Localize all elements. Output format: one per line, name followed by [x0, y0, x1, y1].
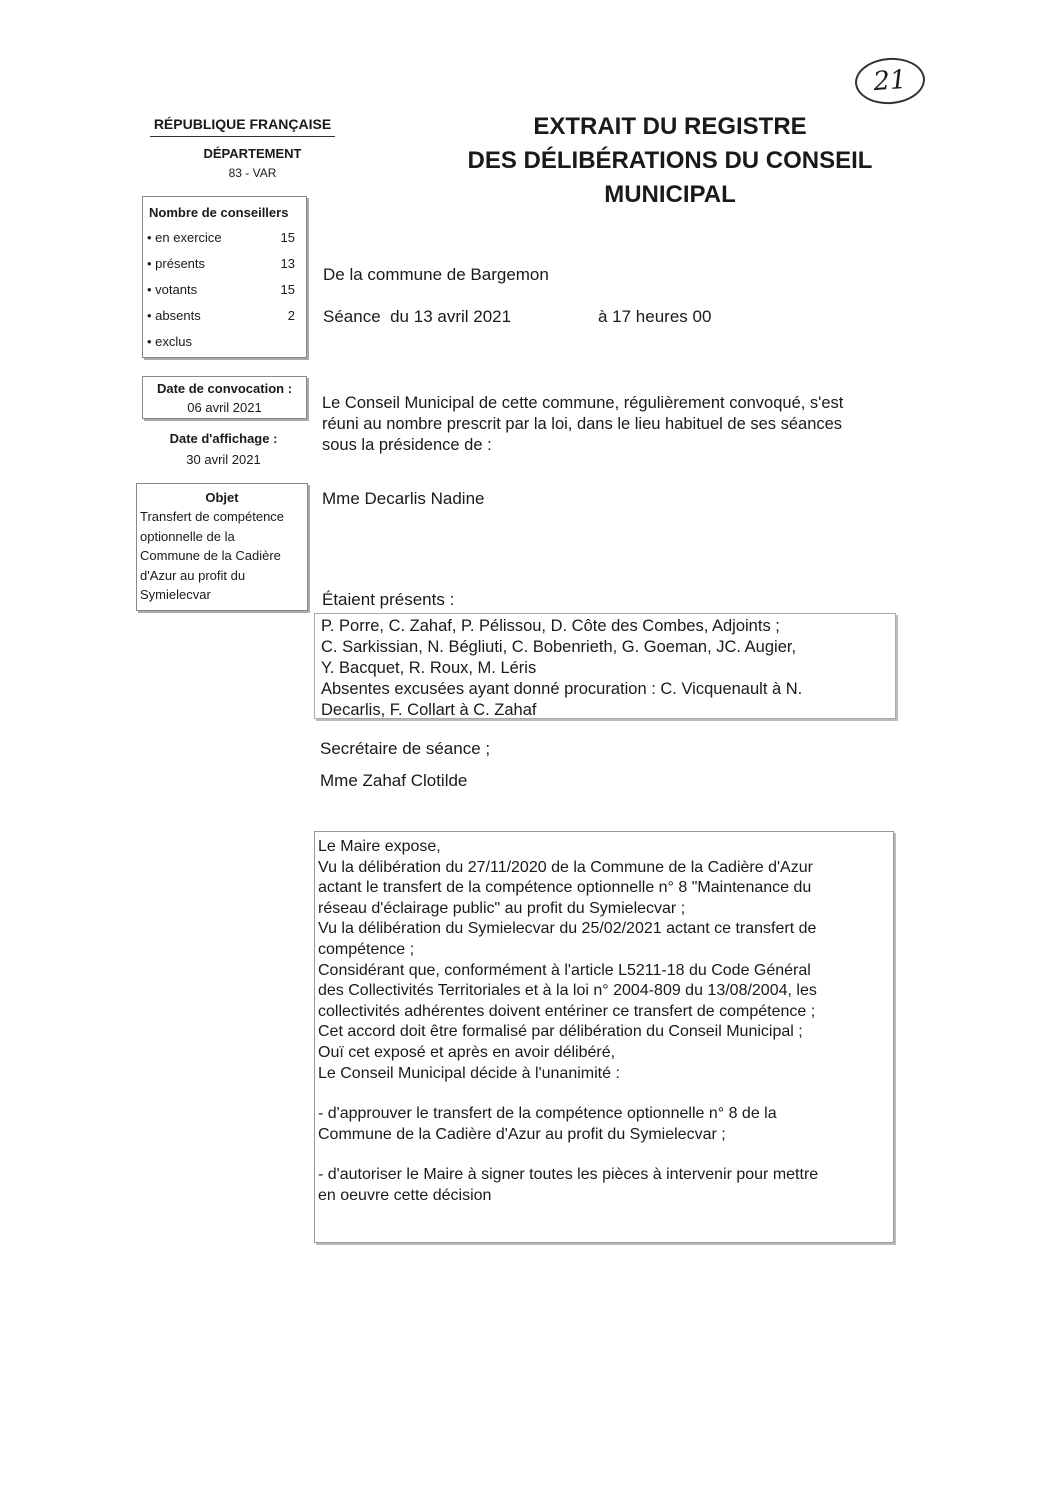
conseillers-row: [147, 334, 297, 349]
expose-line: collectivités adhérentes doivent entériner ce transfert de compétence ;: [318, 1002, 816, 1020]
objet-box: [136, 483, 308, 611]
conseillers-heading: Nombre de conseillers: [149, 205, 289, 220]
conseillers-row: [147, 308, 297, 323]
convocation-label: Date de convocation :: [156, 381, 293, 396]
decision-approuver: [318, 1104, 893, 1145]
expose-line: Vu la délibération du 27/11/2020 de la Commune de la Cadière d'Azur: [318, 858, 813, 876]
decision-line: - d'approuver le transfert de la compétence optionnelle n° 8 de la: [318, 1105, 777, 1123]
decision-autoriser: [318, 1165, 893, 1206]
objet-line: Transfert de compétence: [140, 509, 285, 524]
convocation-date: 06 avril 2021: [187, 400, 262, 415]
decision-line: - d'autoriser le Maire à signer toutes les pièces à intervenir pour mettre: [318, 1166, 819, 1184]
expose-line: Vu la délibération du Symielecvar du 25/02/2021 actant ce transfert de: [318, 920, 817, 938]
row-value: 15: [280, 282, 295, 297]
republique-francaise: RÉPUBLIQUE FRANÇAISE: [150, 116, 335, 137]
presents-line: P. Porre, C. Zahaf, P. Pélissou, D. Côte des Combes, Adjoints ;: [321, 617, 780, 635]
affichage-label: Date d'affichage :: [169, 431, 278, 446]
seance-date: Séance du 13 avril 2021: [323, 307, 512, 326]
expose-line: Considérant que, conformément à l'article L5211-18 du Code Général: [318, 961, 811, 979]
expose-line: réseau d'éclairage public" au profit du Symielecvar ;: [318, 899, 686, 917]
presents-box: [314, 613, 896, 719]
departement-label: DÉPARTEMENT: [203, 146, 302, 161]
presents-line: Y. Bacquet, R. Roux, M. Léris: [321, 659, 537, 677]
expose-line: Le Conseil Municipal décide à l'unanimité :: [318, 1064, 620, 1082]
intro-paragraph: [322, 393, 882, 456]
row-label: • en exercice: [147, 230, 222, 245]
decision-line: Commune de la Cadière d'Azur au profit du Symielecvar ;: [318, 1125, 726, 1143]
conseillers-row: [147, 230, 297, 245]
expose-line: compétence ;: [318, 940, 415, 958]
convocation-box: [142, 376, 307, 419]
title-line: DES DÉLIBÉRATIONS DU CONSEIL: [467, 147, 873, 174]
row-label: • présents: [147, 256, 206, 271]
affichage-date: 30 avril 2021: [186, 452, 261, 467]
intro-line: sous la présidence de :: [322, 436, 492, 454]
row-value: 2: [287, 308, 295, 323]
decision-line: en oeuvre cette décision: [318, 1186, 492, 1204]
row-value: 13: [280, 256, 295, 271]
page-number: 21: [853, 56, 926, 107]
presents-line: C. Sarkissian, N. Bégliuti, C. Bobenrieth, G. Goeman, JC. Augier,: [321, 638, 797, 656]
presents-line: Decarlis, F. Collart à C. Zahaf: [321, 701, 537, 719]
row-label: • votants: [147, 282, 198, 297]
conseillers-row: [147, 256, 297, 271]
document-title: [380, 110, 960, 212]
objet-text: [137, 505, 307, 605]
expose-box: [314, 831, 894, 1243]
conseillers-box: [142, 196, 307, 358]
expose-text: [315, 832, 893, 1207]
president-name: Mme Decarlis Nadine: [322, 489, 485, 508]
expose-line: Le Maire expose,: [318, 838, 441, 855]
objet-label: Objet: [205, 490, 239, 505]
secretaire-label: Secrétaire de séance ;: [320, 739, 491, 758]
seance-heure: à 17 heures 00: [598, 307, 712, 326]
title-line: EXTRAIT DU REGISTRE: [533, 113, 807, 140]
expose-line: Ouï cet exposé et après en avoir délibéré,: [318, 1043, 616, 1061]
title-line: MUNICIPAL: [604, 181, 736, 208]
objet-line: Commune de la Cadière: [140, 548, 281, 563]
presents-line: Absentes excusées ayant donné procuration : C. Vicquenault à N.: [321, 680, 803, 698]
objet-line: optionnelle de la: [140, 528, 235, 544]
conseillers-row: [147, 282, 297, 297]
departement-var: 83 - VAR: [228, 166, 277, 180]
presents-list: [315, 614, 895, 721]
expose-line: actant le transfert de la compétence optionnelle n° 8 "Maintenance du: [318, 879, 812, 897]
row-value: 15: [280, 230, 295, 245]
objet-line: d'Azur au profit du: [140, 567, 246, 583]
commune: De la commune de Bargemon: [323, 265, 549, 284]
secretaire-name: Mme Zahaf Clotilde: [320, 771, 468, 790]
expose-line: Cet accord doit être formalisé par délibération du Conseil Municipal ;: [318, 1023, 803, 1041]
objet-line: Symielecvar: [140, 587, 211, 602]
intro-line: réuni au nombre prescrit par la loi, dans le lieu habituel de ses séances: [322, 415, 843, 433]
expose-line: des Collectivités Territoriales et à la loi n° 2004-809 du 13/08/2004, les: [318, 982, 817, 1000]
presents-label: Étaient présents :: [322, 590, 455, 609]
row-label: • exclus: [147, 334, 193, 349]
row-label: • absents: [147, 308, 201, 323]
intro-line: Le Conseil Municipal de cette commune, régulièrement convoqué, s'est: [322, 394, 844, 412]
